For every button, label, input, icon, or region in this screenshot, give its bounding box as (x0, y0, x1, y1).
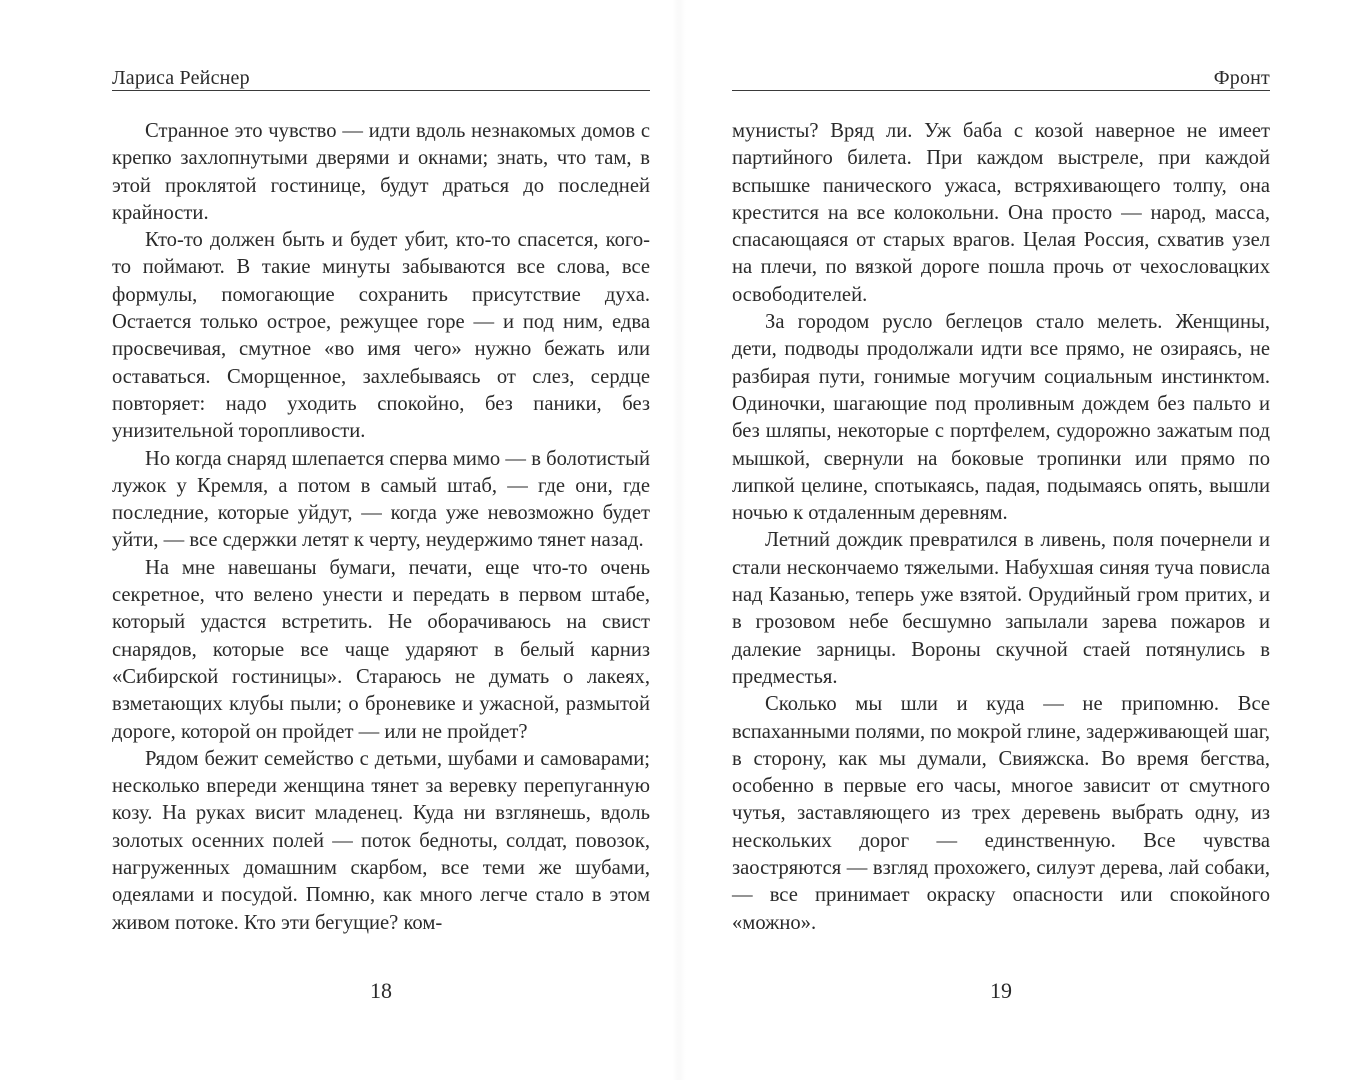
left-page-body (112, 118, 650, 937)
left-page (112, 0, 650, 1080)
paragraph: Но когда снаряд шлепается сперва мимо — в болотистый лужок у Кремля, а потом в самый штаб, — где они, где последние, которые уйдут, — когда уже невозможно будет уйти, — все сдержки летят к черту, неудержимо тянет назад. (112, 447, 650, 552)
page-number: 19 (990, 978, 1012, 1003)
right-page (732, 0, 1270, 1080)
right-page-body (732, 118, 1270, 937)
paragraph: На мне навешаны бумаги, печати, еще что-то очень секретное, что велено унести и передать в первом штабе, который удастся встретить. Не оборачиваюсь на свист снарядов, которые все чаще ударяют в белый карниз «Сибирской гостиницы». Стараюсь не думать о лакеях, взметающих клубы пыли; о броневике и ужасной, размытой дороге, которой он пройдет — или не пройдет? (112, 556, 650, 743)
paragraph: Рядом бежит семейство с детьми, шубами и самоварами; несколько впереди женщина тянет за веревку перепуганную козу. На руках висит младенец. Куда ни взглянешь, вдоль золотых осенних полей — поток бедноты, солдат, повозок, нагруженных домашним скарбом, все теми же шубами, одеялами и посудой. Помню, как много легче стало в этом живом потоке. Кто эти бегущие? ком- (112, 747, 650, 934)
paragraph: За городом русло беглецов стало мелеть. Женщины, дети, подводы продолжали идти все прямо, не озираясь, не разбирая пути, гонимые могучим социальным инстинктом. Одиночки, шагающие под проливным дождем без пальто и без шляпы, некоторые с портфелем, судорожно зажатым под мышкой, свернули на боковые тропинки или прямо по липкой целине, спотыкаясь, падая, подымаясь опять, вышли ночью к отдаленным деревням. (732, 311, 1270, 525)
running-head-author: Лариса Рейснер (112, 66, 650, 91)
paragraph: Сколько мы шли и куда — не припомню. Все вспаханными полями, по мокрой глине, задерживающей шаг, в сторону, как мы думали, Свияжска. Во время бегства, особенно в первые его часы, многое зависит от смутного чутья, заставляющего из трех деревень выбрать одну, из нескольких дорог — единственную. Все чувства заостряются — взгляд прохожего, силуэт дерева, лай собаки, — все принимает окраску опасности или спокойного «можно». (732, 693, 1270, 934)
page-number: 18 (370, 978, 392, 1003)
gutter (672, 0, 686, 1080)
paragraph: Летний дождик превратился в ливень, поля почернели и стали нескончаемо тяжелыми. Набухшая синяя туча повисла над Казанью, теперь уже взятой. Орудийный гром притих, и в грозовом небе бесшумно запылали зарева пожаров и далекие зарницы. Вороны скучной стаей потянулись в предместья. (732, 529, 1270, 688)
running-head-section: Фронт (732, 66, 1270, 91)
paragraph-continuation: мунисты? Вряд ли. Уж баба с козой наверное не имеет партийного билета. При каждом выстреле, при каждой вспышке панического ужаса, встряхивающего толпу, она крестится на все колокольни. Она просто — народ, масса, спасающаяся от старых врагов. Целая Россия, схватив узел на плечи, по вязкой дороге пошла прочь от чехословацких освободителей. (732, 120, 1270, 306)
paragraph: Кто-то должен быть и будет убит, кто-то спасется, кого-то поймают. В такие минуты забываются все слова, все формулы, помогающие сохранить присутствие духа. Остается только острое, режущее горе — и под ним, едва просвечивая, смутное «во имя чего» нужно бежать или оставаться. Сморщенное, захлебываясь от слез, сердце повторяет: надо уходить спокойно, без паники, без унизительной торопливости. (112, 229, 650, 443)
paragraph: Странное это чувство — идти вдоль незнакомых домов с крепко захлопнутыми дверями и окнами; знать, что там, в этой проклятой гостинице, будут драться до последней крайности. (112, 120, 650, 224)
